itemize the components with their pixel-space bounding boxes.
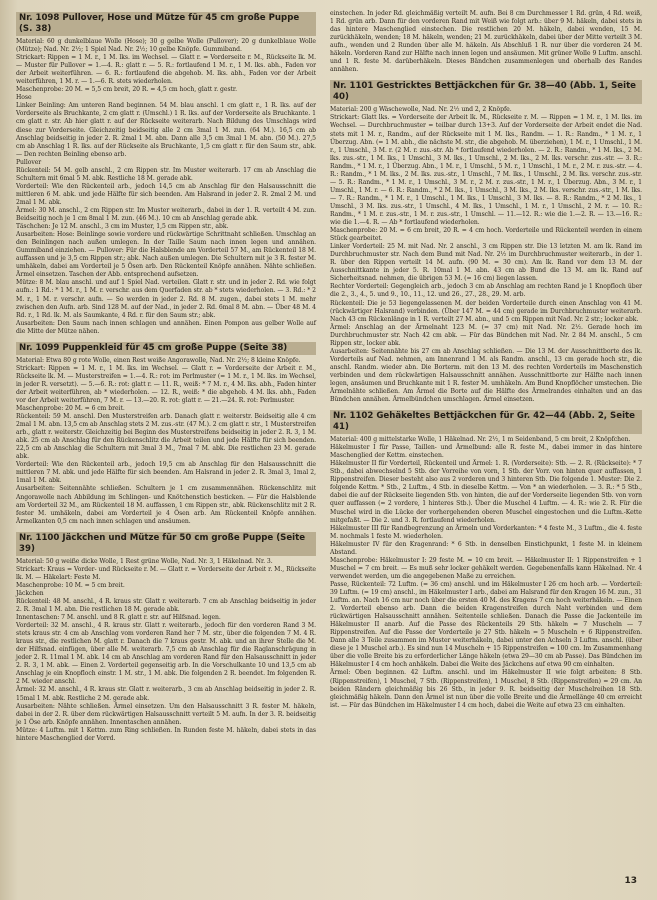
paragraph: Ärmel: 32 M. anschl., 4 R. kraus str. Glatt r. weiterarb., 3 cm ab Anschlag beidseitig in jeder 2. R. 15mal 1 M. abk. Restliche 2 M. gerade abk. xyxy=(16,686,316,702)
section-1102 xyxy=(330,410,642,710)
paragraph: Täschchen: Je 12 M. anschl., 3 cm im Muster, 1,5 cm Rippen str., abk. xyxy=(16,223,229,231)
section-heading: Nr. 1101 Gestricktes Bettjäckchen für Gr. 38—40 (Abb. 1, Seite 40) xyxy=(330,80,642,104)
paragraph: Passe, Rückenteil: 72 Luftm. (= 36 cm) anschl. und im Häkelmuster I 26 cm hoch arb. — Vorderteil: 39 Luftm. (= 19 cm) anschl., im Häkelmuster I arb., dabei am Halsrand für den Kragen 16 M. zun., 31 Luftm. an. Nach 16 cm nur noch über die ersten 40 M. des Kragens 7 cm hoch weiterhäkeln. — Einen 2. Vorderteil ebenso arb. Dann die beiden Kragenstreifen durch Naht verbinden und dem rückwärtigen Halsausschnitt annähen. Seitenteile schließen. Danach die Passe die Jackenteile im Häkelmuster II anarb. Auf die Passe des Rückenteils 29 Stb. häkeln = 7 Muscheln — 7 Rippenstreifen. Auf die Passe der Vorderteile je 27 Stb. häkeln = 5 Muscheln + 6 Rippenstreifen. Dann alle 3 Teile zusammen im Muster weiterhäkeln, dabei unter den Achseln 3 Luftm. anschl. (über diese je 1 Muschel arb.). Es sind nun 14 Muscheln + 15 Rippenstreifen = 100 cm. Im Zusammenhang über die volle Breite bis zu erforderlicher Länge häkeln (etwa 29—30 cm ab Passe). Das Bündchen im Häkelmuster I 4 cm hoch anhäkeln. Dabei die Weite des Jäckchens auf etwa 90 cm einhalten. xyxy=(330,580,642,669)
paragraph: Vorderteil: Wie den Rückenteil arb., jedoch 19,5 cm ab Anschlag für den Halsausschnitt die mittleren 7 M. abk. und jede Hälfte für sich beenden. Am Halsrand in jeder 2. R. 3mal 3, 1mal 2, 1mal 1 M. abk. xyxy=(16,461,316,485)
paragraph: einstechen. In jeder Rd. gleichmäßig verteilt M. aufn. Bei 8 cm Durchmesser 1 Rd. grün, 4 Rd. weiß, 1 Rd. grün arb. Dann für den vorderen Rand mit Weiß wie folgt arb.: über 9 M. häkeln, dabei stets in das hintere Maschenglied einstechen. Die restlichen 20 M. häkeln, dabei wenden, 15 M. zurückhäkeln, wenden; 18 M. häkeln, wenden; 21 M. zurückhäkeln, dabei über der Mitte verteilt 3 M. aufn., wenden und 2 Runden über alle M. häkeln. Als Abschluß 1 R. nur über die vorderen 24 M. häkeln. Vorderen Rand zur Hälfte nach innen legen und ansäumen. Mit grüner Wolle 9 Luftm. anschl. und 1 R. feste M. darüberhäkeln. Dieses Bändchen zusammenlegen und oberhalb des Randes annähen. xyxy=(330,10,642,74)
paragraph: Strickart: Rippen = 1 M. r., 1 M. lks. im Wechsel. — Glatt r. = Vorderseite der Arbeit r. M., Rückseite lk. M. — Musterstreifen = 1.—4. R.: rot: im Perlmuster (= 1 M. r., 1 M. lks. im Wechsel, in jeder R. versetzt). — 5.—6. R.: rot: glatt r. — 11. R., weiß: * 7 M. r., 4 M. lks. abh., Faden hinter der Arbeit weiterführen, ab * wiederholen. — 12. R., weiß: * die abgehob. 4 M. lks. abh., Faden vor der Arbeit weiterführen, 7 M. r. — 13.—20. R. rot: glatt r. — 21.—24. R. rot: Perlmuster. xyxy=(16,364,316,404)
paragraph: Vorderteil: Wie den Rückenteil arb., jedoch 14,5 cm ab Anschlag für den Halsausschnitt die mittleren 6 M. abk. und jede Hälfte für sich beenden. Am Halsrand in jeder 2. R. 2mal 2 M. und 2mal 1 M. abk. xyxy=(16,182,316,206)
section-1098 xyxy=(16,12,316,336)
paragraph: Maschenprobe: 20 M. = 6 cm breit, 20 R. = 4 cm hoch. Vorderteile und Rückenteil werden in einem Stück gearbeitet. xyxy=(330,227,642,243)
paragraph: Rückenteil: 54 M. gelb anschl., 2 cm Rippen str. Im Muster weiterarb. 17 cm ab Anschlag die Schultern mit 6mal 5 M. abk. Restliche 18 M. gerade abk. xyxy=(16,166,316,182)
subheading: Hose xyxy=(16,94,32,102)
section-heading: Nr. 1100 Jäckchen und Mütze für 50 cm große Puppe (Seite 39) xyxy=(16,532,316,556)
paragraph: Strickart: Glatt lks. = Vorderseite der Arbeit lk. M., Rückseite r. M. — Rippen = 1 M. r., 1 M. lks. im Wechsel. — Durchbruchmuster = teilbar durch 13+3. Auf der Vorderseite der Arbeit endet die Nad. stets mit 1 M. r., Randm., auf der Rückseite mit 1 M. lks., Randm. — 1. R.: Randm., * 1 M. r., 1 Überzug. Abn. (= 1 M. abh., die nächste M. str., die abgehob. M. überziehen), 1 M. r., 1 Umschl., 1 M. r., 1 Umschl., 3 M. r. (2 M. r. zus.-str. Ab * fortlaufend wiederholen. — 2. R.: Randm., * 1 M. lks., 2 M. lks. zus.-str., 1 M. lks., 1 Umschl., 3 M. lks., 1 Umschl., 2 M. lks., 2 M. lks. verschr. zus.-str. — 3. R.: Randm., * 1 M. r., 1 Überzug. Abn., 1 M. r., 1 Umschl., 5 M. r., 1 Umschl., 1 M. r., 2 M. r. zus.-str. — 4. R.: Randm., * 1 M. lks., 2 M. lks. zus.-str., 1 Umschl., 7 M. lks., 1 Umschl., 2 M. lks. verschr. zus.-str. — 5. R.: Randm., * 1 M. r., 1 Umschl., 3 M. r., 2 M. r. zus.-str., 1 M. r., 1 Überzug. Abn., 3 M. r., 1 Umschl., 1 M. r. — 6. R.: Randm., * 2 M. lks., 1 Umschl., 3 M. lks., 2 M. lks. verschr. zus.-str., 1 M. lks. — 7. R.: Randm., * 1 M. r., 1 Umschl., 1 M. lks., 1 Umschl., 3 M. lks. — 8. R.: Randm., * 2 M. lks., 1 Umschl., 3 M. lks. zus.-str., 1 Umschl., 4 M. lks., 1 Umschl., 1 M. r., 1 Umschl., 2 M. r. — 10. R.: Randm., * 1 M. r. zus.-str., 1 M. r. zus.-str., 1 Umschl. — 11.—12. R.: wie die 1.—2. R. — 13.—16. R.: wie die 1.—4. R. — Ab * fortlaufend wiederholen. xyxy=(330,114,642,227)
paragraph: Ausarbeiten: Seitennähte bis 27 cm ab Anschlag schließen. — Die 13 M. der Ausschnittborte des lk. Vorderteils auf Nad. nehmen, am Innenrand 1 M. als Randm. anschl., 13 cm gerade hoch str., die anschl. Randm. wieder abn. Die Borterm. mit den 13 M. des rechten Vorderteils im Maschenstich verbinden und dem rückwärtigen Halsausschnitt annähen. Ausschnittborte zur Hälfte nach innen legen, ansäumen und Bruchkante mit 1 R. fester M. umhäkeln. Am Bund Knopflöcher umstechen. Die Ärmelnähte schließen. Am Ärmel die Borte auf die Hälfte des Ärmelrandes einhalten und an das Bündchen annähen. Ärmelbündchen umschlagen. Ärmel einsetzen. xyxy=(330,347,642,404)
paragraph: Innentaschen: 7 M. anschl. und 8 R. glatt r. str. auf Hilfsnad. legen. xyxy=(16,614,221,622)
page-number: 13 xyxy=(624,876,637,886)
paragraph: Material: 200 g Wäschewolle, Nad. Nr. 2½ und 2, 2 Knöpfe. xyxy=(330,106,512,114)
paragraph: Maschenprobe: 20 M. = 6 cm breit. xyxy=(16,405,125,413)
section-1100 xyxy=(16,532,316,743)
paragraph: Linker Vorderteil: 25 M. mit Nad. Nr. 2 anschl., 3 cm Rippen str. Die 13 letzten M. am lk. Rand im Durchbruchmuster str. Nach dem Bund mit Nad. Nr. 2½ im Durchbruchmuster weiterarb., in der 1. R. über den Rippen verteilt 14 M. aufn. (90 M. = 30 cm). Am lk. Rand vor dem 13 M. der Ausschnittkante in jeder 5. R. 10mal 1 M. abn. 43 cm ab Bund die 13 M. am lk. Rand auf Sicherheitsnad. nehmen, die übrigen 53 M. (= 16 cm) liegen lassen. xyxy=(330,243,642,283)
paragraph: Strickart: Kraus = Vorder- und Rückseite r. M. — Glatt r. = Vorderseite der Arbeit r. M., Rückseite lk. M. — Häkelart: Feste M. xyxy=(16,565,316,581)
paragraph: Maschenprobe: 10 M. = 5 cm breit. xyxy=(16,581,125,589)
paragraph: Vorderteil: 32 M. anschl., 4 R. kraus str. Glatt r. weiterarb., jedoch für den vorderen Rand 3 M. stets kraus str. 4 cm ab Anschlag vom vorderen Rand her 7 M. str., über die folgenden 7 M. 4 R. kraus str., die restlichen M. glatt r. Danach die 7 kraus gestr. M. abk. und an ihrer Stelle die M. der Hilfsnad. einfügen, über alle M. weiterarb. 7,5 cm ab Anschlag für die Raglanschrägung in jeder 2. R. 11mal 1 M. abk. 14 cm ab Anschlag am vorderen Rand für den Halsausschnitt in jeder 2. R. 3, 1 M. abk. — Einen 2. Vorderteil gegenseitig arb. In die Vorschulkante 10 und 13,5 cm ab Anschlag je ein Knopfloch einstr. 1 M. str., 1 M. abk. Die folgenden 2 R. beendet. Im folgenden R. 2 M. wieder anschl. xyxy=(16,622,316,686)
paragraph: Rückenteil: Die je 53 liegengelassenen M. der beiden Vorderteile durch einen Anschlag von 41 M. (rückwärtiger Halsrand) verbinden. (Über 147 M. = 44 cm) gerade im Durchbruchmuster weiterarb. Nach 43 cm Rückenlänge in 1 R. verteilt 27 M. abn., und 5 cm Rippen mit Nad. Nr. 2 str.; locker abk. xyxy=(330,299,642,323)
continued-text xyxy=(330,10,642,74)
paragraph: Maschenprobe: 20 M. = 5,5 cm breit, 20 R. = 4,5 cm hoch, glatt r. gestr. xyxy=(16,86,237,94)
paragraph: Material: 400 g mittelstarke Wolle, 1 Häkelnad. Nr. 2½, 1 m Seidenband, 5 cm breit, 2 Knöpfchen. xyxy=(330,436,631,444)
section-heading: Nr. 1099 Puppenkleid für 45 cm große Puppe (Seite 38) xyxy=(16,342,316,355)
paragraph: Maschenprobe: Häkelmuster I: 29 feste M. = 10 cm breit. — Häkelmuster II: 1 Rippenstreifen + 1 Muschel = 7 cm breit. — Es muß sehr locker gehäkelt werden. Gegebenenfalls kann Häkelnad. Nr. 4 verwendet werden, um die angegebenen Maße zu erreichen. xyxy=(330,556,642,580)
paragraph: Häkelmuster I für Passe, Taillen- und Ärmelbund: alle R. feste M., dabei immer in das hintere Maschenglied der Kettm. einstechen. xyxy=(330,444,642,460)
paragraph: Häkelmuster III für Randbegrenzung an Ärmeln und Vorderkanten: * 4 feste M., 3 Luftm., die 4. feste M. nochmals 1 feste M. wiederholen. xyxy=(330,524,642,540)
paragraph: Ärmel: Oben beginnen. 42 Luftm. anschl. und im Häkelmuster II wie folgt arbeiten: 8 Stb. (Rippenstreifen), 1 Muschel, 7 Stb. (Rippenstreifen), 1 Muschel, 8 Stb. (Rippenstreifen) = 29 cm. An beiden Rändern gleichmäßig bis 26 Stb., in jeder 9. R. beidseitig der Muschelreihen 18 Stb. gleichmäßig häkeln. Dann den Ärmel ist nun über die volle Breite und die Ärmellänge 40 cm erreicht ist. — Für das Bündchen im Häkelmuster I 4 cm hoch, dabei die Weite auf etwa 23 cm einhalten. xyxy=(330,669,642,709)
paragraph: Häkelmuster IV für den Kragenrand: * 6 Stb. in denselben Einstichpunkt, 1 feste M. in kleinem Abstand. xyxy=(330,540,642,556)
paragraph: Ärmel: Anschlag an der Ärmelnaht 123 M. (= 37 cm) mit Nad. Nr. 2½. Gerade hoch im Durchbruchmuster str. Nach 42 cm abk. — Für das Bündchen mit Nad. Nr. 2 84 M. anschl., 5 cm Rippen str., locker abk. xyxy=(330,323,642,347)
paragraph: Rückenteil: 48 M. anschl., 4 R. kraus str. Glatt r. weiterarb. 7 cm ab Anschlag beidseitig in jeder 2. R. 3mal 1 M. abn. Die restlichen 18 M. gerade abk. xyxy=(16,597,316,613)
subheading: Pullover xyxy=(16,158,42,166)
section-1101 xyxy=(330,80,642,404)
paragraph: Rückenteil: 59 M. anschl. Den Musterstreifen arb. Danach glatt r. weiterstr. Beidseitig alle 4 cm 2mal 1 M. abn. 13,5 cm ab Anschlag stets 2 M. zus.-str. (47 M.). 2 cm glatt r. str., 1 Musterstreifen arb., glatt r. weiterstr. Gleichzeitig bei Beginn des Musterstreifens beidseitig in jeder 2. R. 3, 1 M. abk. 25 cm ab Anschlag für den Rückenschlitz die Arbeit teilen und jede Hälfte für sich beenden. 22,5 cm ab Anschlag die Schultern mit 3mal 3 M., 7mal 7 M. abk. Die restlichen 23 M. gerade abk. xyxy=(16,413,316,461)
paragraph: Ärmel: 30 M. anschl., 2 cm Rippen str. Im Muster weiterarb., dabei in der 1. R. verteilt 4 M. zun. Beidseitig noch je 1 cm 8mal 1 M. zun. (46 M.). 10 cm ab Anschlag gerade abk. xyxy=(16,206,316,223)
section-heading: Nr. 1102 Gehäkeltes Bettjäckchen für Gr. 42—44 (Abb. 2, Seite 41) xyxy=(330,410,642,434)
paragraph: Häkelmuster II für Vorderteil, Rückenteil und Ärmel: 1. R. (Vorderseite): Stb. — 2. R. (Rückseite): * 7 Stb., dabei abwechselnd 5 Stb. der Vorreihe von vorn, 1 Stb. der Vorr. von hinten quer auffassen, 1 Rippenstreifen. Dieser besteht also aus 2 vorderen und 3 hinteren Stb. Die folgende 1. Muster: Die 2. folgende Kettm. * Stb., 2 Luftm., 4 Stb. in dieselbe Kettm. — Von * an wiederholen. — 3. R.: * 5 Stb., dabei die auf der Rückseite liegenden Stb. von hinten, die auf der Vorderseite liegenden Stb. von vorn quer auffassen (= 2 vordere, 1 hinteres Stb.). Über die Muschel 4 Luftm. — 4. R.: wie 2. R. Für die Muschel wird in die Lücke der vorhergehenden oberen Muschel eingestochen und die Luftm.-Kette mitgefaßt. — Die 2. und 3. R. fortlaufend wiederholen. xyxy=(330,460,642,524)
paragraph: Linker Beinling: Am unteren Rand beginnen. 54 M. blau anschl. 1 cm glatt r., 1 R. lks. auf der Vorderseite als Bruchkante, 2 cm glatt r. (Umschl.) 1 R. lks. auf der Vorderseite als Bruchkante. 1 cm glatt r. str. Ab hier glatt r. auf der Rückseite weiterarb. Nach Bildung des Umschlags wird diese zur Vorderseite. Gleichzeitig beidseitig alle 2 cm 3mal 1 M. zun. (64 M.). 16,5 cm ab Anschlag beidseitig in jeder 2. R. 2mal 1 M. abn. Dann alle 3,5 cm 3mal 1 M. abn. (50 M.). 27,5 cm ab Anschlag 1 R. lks. auf der Rückseite als Bruchkante, 1,5 cm glatt r. für den Saum str., abk. — Den rechten Beinling ebenso arb. xyxy=(16,102,316,158)
paragraph: Mütze: 4 Luftm. mit 1 Kettm. zum Ring schließen. In Runden feste M. häkeln, dabei stets in das hintere Maschenglied der Vorrd. xyxy=(16,726,316,742)
section-heading: Nr. 1098 Pullover, Hose und Mütze für 45 cm große Puppe (S. 38) xyxy=(16,12,316,36)
paragraph: Material: 60 g dunkelblaue Wolle (Hose); 30 g gelbe Wolle (Pullover); 20 g dunkelblaue Wolle (Mütze); Nad. Nr. 2½; 1 Spiel Nad. Nr. 2½; 10 gelbe Knöpfe. Gummiband. xyxy=(16,38,316,54)
paragraph: Material: Etwa 80 g rote Wolle, einen Rest weiße Angorawolle, Nad. Nr. 2½; 8 kleine Knöpfe. xyxy=(16,356,301,364)
right-column xyxy=(330,10,642,716)
paragraph: Ausarbeiten: Hose: Beinlinge sowie vordere und rückwärtige Schrittnaht schließen. Umschlag an den Beinlingen nach außen umlegen. In der Taille Saum nach innen legen und annähen. Gummiband einziehen. — Pullover: Für die Halsblende am Vorderteil 57 M., am Rückenteil 18 M. auffassen und je 3,5 cm Rippen str.; abk. Nach außen umlegen. Die Schultern mit je 3 R. fester M. umhäkeln, dabei am Vorderteil je 5 Ösen arb. Den Rückenteil Knöpfe annähen. Nähte schließen. Ärmel einsetzen. Taschen der Abb. entsprechend aufsetzen. xyxy=(16,231,316,279)
left-column xyxy=(16,10,316,749)
subheading: Jäckchen xyxy=(16,589,44,597)
paragraph: Ausarbeiten: Nähte schließen. Ärmel einsetzen. Um den Halsausschnitt 3 R. fester M. häkeln, dabei in der 2. R. über dem rückwärtigen Halsausschnitt verteilt 5 M. aufn. In der 3. R. beidseitig je 1 Öse arb. Knöpfe annähen. Innentaschen annähen. xyxy=(16,702,316,726)
section-1099 xyxy=(16,342,316,526)
paragraph: Mütze: 8 M. blau anschl. und auf 1 Spiel Nad. verteilen. Glatt r. str. und in jeder 2. Rd. wie folgt aufn.: 1 Rd.: * 1 M. r., 1 M. r. verschr. aus dem Querfaden str. ab * stets wiederholen. — 3. Rd.: * 2 M. r., 1 M. r. verschr. aufn. — So werden in jeder 2. Rd. 8 M. zugen., dabei stets 1 M. mehr zwischen den Aufn. arb. Sind 128 M. auf der Nad., in jeder 2. Rd. 6mal 8 M. abn. — Über 48 M. 4 Rd. r., 1 Rd. lk. M. als Saumkante, 4 Rd. r. für den Saum str.; abk. xyxy=(16,279,316,319)
paragraph: Ausarbeiten: Seitennähte schließen. Schultern je 1 cm zusammennähen. Rückenschlitz mit Angorawolle nach Abbildung im Schlingen- und Knötchenstich besticken. — Für die Halsblende am Vorderteil 32 M., am Rückenteil 18 M. auffassen, 1 cm Rippen str., abk. Rückenschlitz mit 2 R. fester M. umhäkeln, dabei am Vorderteil je 4 Ösen arb. Am Rückenteil Knöpfe annähen. Ärmelkanten 0,5 cm nach innen schlagen und ansäumen. xyxy=(16,485,316,525)
paragraph: Material: 50 g weiße dicke Wolle, 1 Rest grüne Wolle, Nad. Nr. 3, 1 Häkelnad. Nr. 3. xyxy=(16,557,273,565)
paragraph: Rechter Vorderteil: Gegengleich arb., jedoch 3 cm ab Anschlag am rechten Rand je 1 Knopfloch über die 2., 3., 4., 5. und 9., 10., 11., 12. und 26., 27., 28., 29. M. arb. xyxy=(330,283,642,299)
paragraph: Strickart: Rippen = 1 M. r., 1 M. lks. im Wechsel. — Glatt r. = Vorderseite r. M., Rückseite lk. M. — Muster für Pullover = 1.—4. R.: glatt r. — 5. R.: fortlaufend 1 M. r., 1 M. lks. abh., Faden vor der Arbeit weiterführen. — 6. R.: fortlaufend die abgehob. M. lks. abh., Faden vor der Arbeit weiterführen, 1 M. r. — 1.—6. R. stets wiederholen. xyxy=(16,54,316,86)
paragraph: Ausarbeiten: Den Saum nach innen schlagen und annähen. Einen Pompon aus gelber Wolle auf die Mitte der Mütze nähen. xyxy=(16,319,316,335)
